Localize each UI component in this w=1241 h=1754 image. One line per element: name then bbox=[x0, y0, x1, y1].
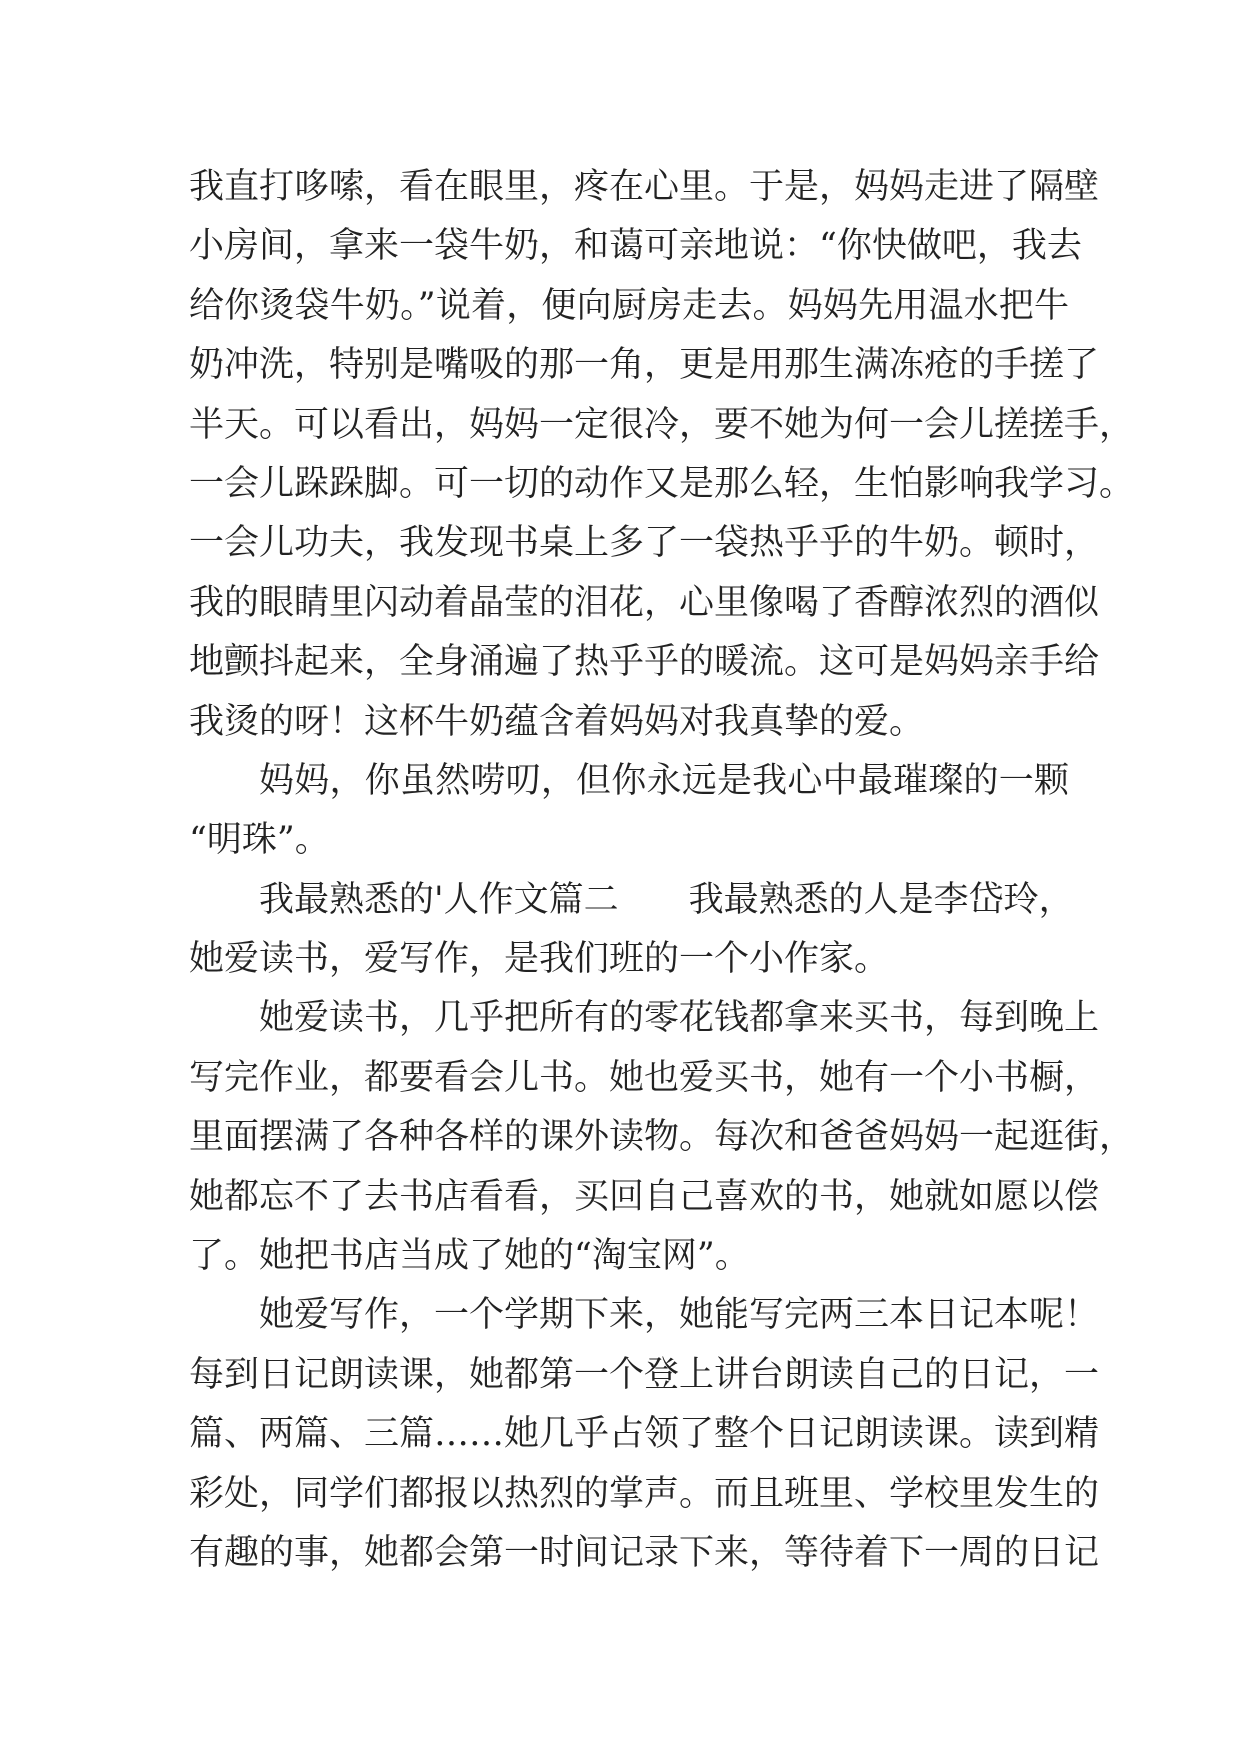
text-line: 每到日记朗读课，她都第一个登上讲台朗读自己的日记，一 bbox=[189, 1354, 1100, 1395]
text-line: 妈妈，你虽然唠叨，但你永远是我心中最璀璨的一颗 bbox=[259, 760, 1069, 801]
text-line: 我直打哆嗦，看在眼里，疼在心里。于是，妈妈走进了隔壁 bbox=[189, 167, 1100, 207]
text-line: 一会儿跺跺脚。可一切的动作又是那么轻，生怕影响我学习。 bbox=[189, 463, 1135, 504]
text-line: 奶冲洗，特别是嘴吸的那一角，更是用那生满冻疮的手搓了 bbox=[189, 345, 1100, 386]
text-line: 她都忘不了去书店看看，买回自己喜欢的书，她就如愿以偿 bbox=[189, 1176, 1100, 1217]
text-line: “明珠”。 bbox=[189, 820, 330, 861]
section-heading-line bbox=[189, 871, 1074, 930]
text-line: 我烫的呀！这杯牛奶蕴含着妈妈对我真挚的爱。 bbox=[189, 701, 925, 742]
essay-text bbox=[189, 158, 1135, 1583]
text-line: 给你烫袋牛奶。”说着，便向厨房走去。妈妈先用温水把牛 bbox=[189, 285, 1069, 326]
text-line: 有趣的事，她都会第一时间记录下来，等待着下一周的日记 bbox=[189, 1532, 1100, 1573]
section-heading: 我最熟悉的'人作文篇二 bbox=[259, 879, 619, 920]
text-line: 篇、两篇、三篇……她几乎占领了整个日记朗读课。读到精 bbox=[189, 1414, 1100, 1455]
text-line: 写完作业，都要看会儿书。她也爱买书，她有一个小书橱， bbox=[189, 1057, 1100, 1098]
text-line: 里面摆满了各种各样的课外读物。每次和爸爸妈妈一起逛街， bbox=[189, 1117, 1135, 1158]
text-line: 了。她把书店当成了她的“淘宝网”。 bbox=[189, 1236, 750, 1277]
text-line: 小房间，拿来一袋牛奶，和蔼可亲地说：“你快做吧，我去 bbox=[189, 226, 1082, 267]
text-line: 她爱写作，一个学期下来，她能写完两三本日记本呢！ bbox=[259, 1295, 1100, 1336]
text-line: 我的眼睛里闪动着晶莹的泪花，心里像喝了香醇浓烈的酒似 bbox=[189, 582, 1100, 623]
text-line: 彩处，同学们都报以热烈的掌声。而且班里、学校里发生的 bbox=[189, 1473, 1100, 1514]
text-fragment: 我最熟悉的人是李岱玲， bbox=[688, 879, 1074, 920]
text-line: 她爱读书，几乎把所有的零花钱都拿来买书，每到晚上 bbox=[259, 998, 1100, 1039]
text-line: 她爱读书，爱写作，是我们班的一个小作家。 bbox=[189, 939, 890, 980]
text-line: 半天。可以看出，妈妈一定很冷，要不她为何一会儿搓搓手， bbox=[189, 404, 1135, 445]
text-line: 一会儿功夫，我发现书桌上多了一袋热乎乎的牛奶。顿时， bbox=[189, 523, 1100, 564]
text-line: 地颤抖起来，全身涌遍了热乎乎的暖流。这可是妈妈亲手给 bbox=[189, 642, 1100, 683]
